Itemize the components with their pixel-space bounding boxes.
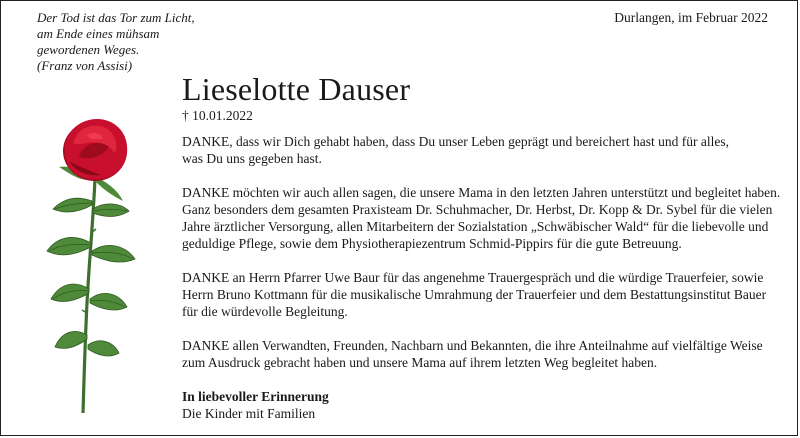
text-line: DANKE, dass wir Dich gehabt haben, dass Du unser Leben geprägt und bereichert hast und für alles, bbox=[182, 134, 729, 149]
text-line: Ganz besonders dem gesamten Praxisteam Dr. Schuhmacher, Dr. Herbst, Dr. Kopp & Dr. Sybel für die vielen bbox=[182, 202, 773, 217]
deceased-name: Lieselotte Dauser bbox=[182, 71, 411, 107]
death-date: † 10.01.2022 bbox=[182, 108, 253, 123]
text-line: DANKE an Herrn Pfarrer Uwe Baur für das angenehme Trauergespräch und die würdige Trauerfeier, sowie bbox=[182, 270, 764, 285]
text-line: geduldige Pflege, sowie dem Physiotherapiezentrum Schmid-Pippirs für die gute Betreuung. bbox=[182, 236, 682, 251]
thanks-paragraph bbox=[182, 184, 782, 252]
closing-heading: In liebevoller Erinnerung bbox=[182, 389, 329, 404]
text-line: Jahre ärztlicher Versorgung, allen Mitarbeitern der Sozialstation „Schwäbischer Wald“ für die liebevolle und bbox=[182, 219, 769, 234]
text-line: DANKE möchten wir auch allen sagen, die unsere Mama in den letzten Jahren unterstützt und begleitet haben. bbox=[182, 185, 781, 200]
closing-signature: Die Kinder mit Familien bbox=[182, 406, 316, 421]
text-line: Herrn Bruno Kottmann für die musikalische Umrahmung der Trauerfeier und dem Bestattungsinstitut Bauer bbox=[182, 287, 767, 302]
quote-author: (Franz von Assisi) bbox=[37, 58, 133, 73]
text-line: zum Ausdruck gebracht haben und unsere Mama auf ihrem letzten Weg begleitet haben. bbox=[182, 355, 658, 370]
quote-line: gewordenen Weges. bbox=[37, 42, 140, 57]
thanks-paragraph bbox=[182, 133, 782, 167]
text-line: DANKE allen Verwandten, Freunden, Nachbarn und Bekannten, die ihre Anteilnahme auf vielfältige Weise bbox=[182, 338, 763, 353]
quote-line: am Ende eines mühsam bbox=[37, 26, 160, 41]
thanks-paragraph bbox=[182, 337, 782, 371]
text-line: was Du uns gegeben hast. bbox=[182, 151, 322, 166]
text-line: für die würdevolle Begleitung. bbox=[182, 304, 348, 319]
quote-line: Der Tod ist das Tor zum Licht, bbox=[37, 10, 195, 25]
thanks-text bbox=[182, 133, 782, 388]
place-date: Durlangen, im Februar 2022 bbox=[614, 10, 768, 25]
red-rose-icon bbox=[29, 113, 144, 415]
thanks-paragraph bbox=[182, 269, 782, 320]
quote-block bbox=[37, 10, 237, 74]
closing-block bbox=[182, 388, 329, 422]
